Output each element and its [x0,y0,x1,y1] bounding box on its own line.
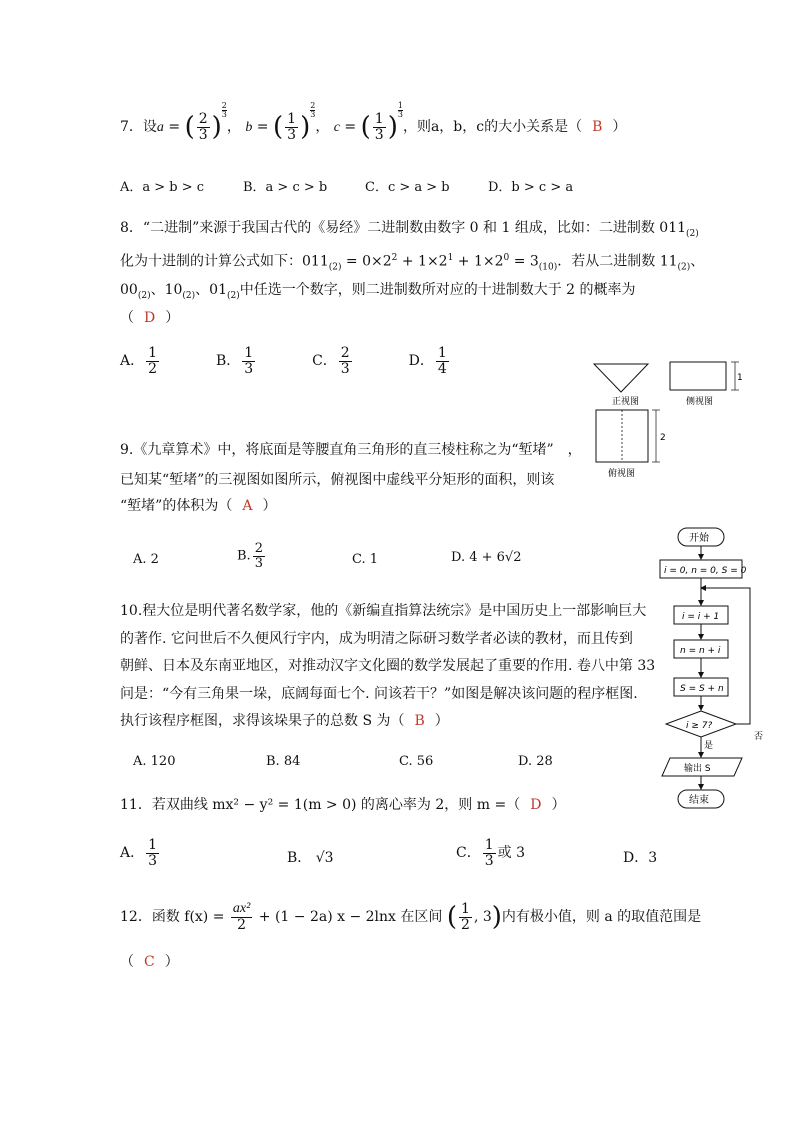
q8-option-a: A． $\frac{1}{2}$ [120,345,158,377]
q7-stem: 7．设a = ( $\frac{2}{3}$ ) $\frac{2}{3}$ ， b = ( $\frac{1}{3}$ ) $\frac{2}{3}$ ， c = ( $\frac{1}{3}$ ) $\frac{1}{3}$ ，则a，b，c的大小关系是（ B ） [120,101,627,143]
three-views-diagram [590,360,750,480]
q8-option-b: B． $\frac{1}{3}$ [215,345,254,377]
q9-line1: 9.《九章算术》中，将底面是等腰直角三角形的直三棱柱称之为“堑堵” ， [120,442,582,458]
q11-answer: D [530,797,542,813]
q12-stem: 12．函数 f(x) = $\frac{\text{ax²}}{2}$ + (1 − 2a) x − 2lnx 在区间 ( $\frac{1}{2}$ , 3)内有极小值，则 a 的取值范围是 [120,901,702,933]
q9-answer: A [242,498,253,514]
q7-option-c: C．c > a > b [365,180,450,195]
front-view [594,364,648,407]
q9-line2: 已知某“堑堵”的三视图如图所示，俯视图中虚线平分矩形的面积，则该 [120,472,555,488]
q11-option-a: A． $\frac{1}{3}$ [120,837,158,869]
q10-option-b: B. 84 [266,754,301,769]
q7-answer: B [592,119,603,136]
q10-option-d: D. 28 [518,754,553,769]
q9-option-d: D. 4 + 6√2 [451,550,522,565]
q10-answer: B [414,713,425,729]
q9-option-b: B. $\frac{2}{3}$ [237,541,263,571]
q11-option-b: B． √3 [287,850,334,866]
flow-step1-label: i = i + 1 [682,612,720,622]
q10-line1: 10.程大位是明代著名数学家，他的《新编直指算法统宗》是中国历史上一部影响巨大 [120,603,647,619]
q8-option-d: D． $\frac{1}{4}$ [408,345,447,377]
q10-line3: 朝鲜、日本及东南亚地区，对推动汉字文化圈的数学发展起了重要的作用. 卷八中第 33 [120,658,656,674]
q10-option-c: C. 56 [399,754,434,769]
q8-line3: $00_{(2)}$、$10_{(2)}$、$01_{(2)}$中任选一个数字，则二进制数所对应的十进制数大于 2 的概率为 [120,282,636,301]
q8-line1: 8．“二进制”来源于我国古代的《易经》二进制数由数字 0 和 1 组成，比如：二进制数 $011_{(2)}$ [120,220,699,239]
flow-end-label: 结束 [689,795,709,806]
top-view-label: 俯视图 [608,469,636,479]
q7-option-d: D．b > c > a [488,180,574,195]
side-view-label: 侧视图 [686,397,714,407]
q11-option-d: D．3 [623,850,658,866]
front-view-label: 正视图 [612,397,640,407]
q10-line5: 执行该程序框图，求得该垛果子的总数 S 为（ B ） [120,713,449,729]
q12-answer: C [144,954,155,970]
q7-option-b: B．a > c > b [243,180,328,195]
q9-option-a: A. 2 [133,552,159,567]
q8-answer-line: （ D ） [120,310,180,326]
q8-answer: D [144,310,156,326]
flow-yes-label: 是 [704,741,714,751]
flow-output-label: 输出 S [684,764,711,774]
q8-line2: 化为十进制的计算公式如下：$011_{(2)} = 0\times 2^2 + 1\times 2^1 + 1\times 2^0 = 3_{(10)}$．若从二进制数 $11_{(2)}$、 [120,253,705,273]
flow-no-label: 否 [754,732,764,742]
flow-step3-label: S = S + n [680,684,724,694]
q7-option-a: A．a > b > c [120,180,205,195]
q8-option-c: C． $\frac{2}{3}$ [312,345,350,377]
flow-condition-label: i ≥ 7? [686,721,713,731]
top-view [596,410,666,479]
q8-options [120,346,451,376]
q10-line2: 的著作. 它问世后不久便风行宇内，成为明清之际研习数学者必读的教材，而且传到 [120,631,633,647]
q11-stem: 11．若双曲线 mx² − y² = 1(m > 0) 的离心率为 2，则 m =（ D ） [120,797,566,813]
flow-start-label: 开始 [689,533,709,544]
q10-option-a: A. 120 [133,754,176,769]
side-view [670,362,743,407]
q9-line3: “堑堵”的体积为（ A ） [120,498,277,514]
side-dim-label: 1 [737,373,743,383]
q11-option-c: C． $\frac{1}{3}$ 或 3 [456,837,525,869]
program-flowchart [654,525,774,810]
q12-answer-line: （ C ） [120,954,179,970]
top-dim-label: 2 [660,433,666,443]
flow-init-label: i = 0, n = 0, S = 0 [664,566,747,576]
q10-line4: 问是：“今有三角果一垛，底阔每面七个. 问该若干？”如图是解决该问题的程序框图. [120,686,638,702]
flow-step2-label: n = n + i [680,646,721,656]
q9-option-c: C. 1 [352,552,379,567]
